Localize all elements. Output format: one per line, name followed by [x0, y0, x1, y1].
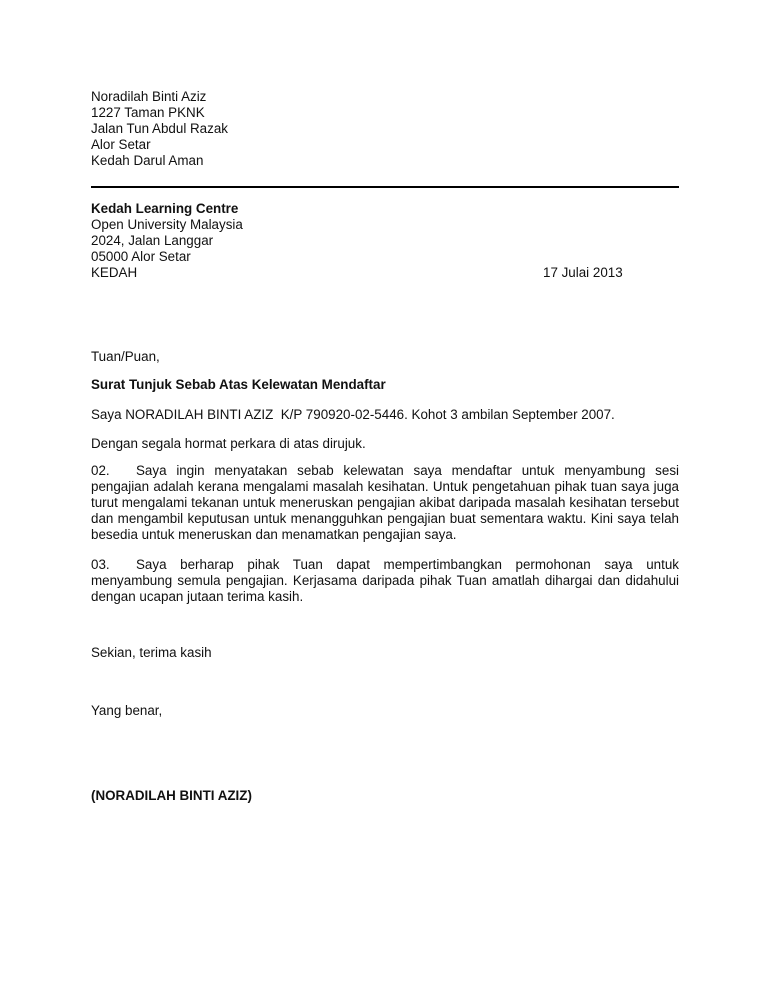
paragraph-text: Saya ingin menyatakan sebab kelewatan saya mendaftar untuk menyambung sesi pengajian adalah kerana mengalami masalah kesihatan. Untuk pengetahuan pihak tuan saya juga turut mengalami tekanan untuk meneruskan pengajian akibat daripada masalah kesihatan tersebut dan mengambil keputusan untuk menangguhkan pengajian buat sementara waktu. Kini saya telah besedia untuk meneruskan dan menamatkan pengajian saya. [91, 463, 679, 542]
paragraph-03 [91, 557, 679, 605]
sign-off: Yang benar, [91, 703, 163, 718]
sender-address-line: Kedah Darul Aman [91, 153, 204, 168]
sender-address [91, 89, 679, 169]
recipient-address-line: Open University Malaysia [91, 217, 243, 232]
letter-date: 17 Julai 2013 [543, 265, 623, 280]
sender-address-line: Jalan Tun Abdul Razak [91, 121, 228, 136]
recipient-address-line: KEDAH [91, 265, 138, 280]
recipient-address-line: 2024, Jalan Langgar [91, 233, 214, 248]
paragraph-number: 03. [91, 557, 110, 572]
subject-line: Surat Tunjuk Sebab Atas Kelewatan Mendaftar [91, 377, 386, 392]
sender-address-line: Alor Setar [91, 137, 151, 152]
sender-name: Noradilah Binti Aziz [91, 89, 207, 104]
recipient-name: Kedah Learning Centre [91, 201, 239, 216]
recipient-address-line: 05000 Alor Setar [91, 249, 191, 264]
paragraph-number: 02. [91, 463, 110, 478]
signature-name: (NORADILAH BINTI AZIZ) [91, 788, 252, 803]
closing-line: Sekian, terima kasih [91, 645, 212, 660]
paragraph-text: Saya berharap pihak Tuan dapat mempertimbangkan permohonan saya untuk menyambung semula pengajian. Kerjasama daripada pihak Tuan amatlah dihargai dan didahului dengan ucapan jutaan terima kasih. [91, 557, 679, 604]
reference-line: Dengan segala hormat perkara di atas dirujuk. [91, 436, 366, 451]
salutation: Tuan/Puan, [91, 349, 160, 364]
paragraph-02 [91, 463, 679, 543]
header-divider [91, 186, 679, 188]
sender-address-line: 1227 Taman PKNK [91, 105, 205, 120]
intro-line: Saya NORADILAH BINTI AZIZ K/P 790920-02-5446. Kohot 3 ambilan September 2007. [91, 407, 615, 422]
